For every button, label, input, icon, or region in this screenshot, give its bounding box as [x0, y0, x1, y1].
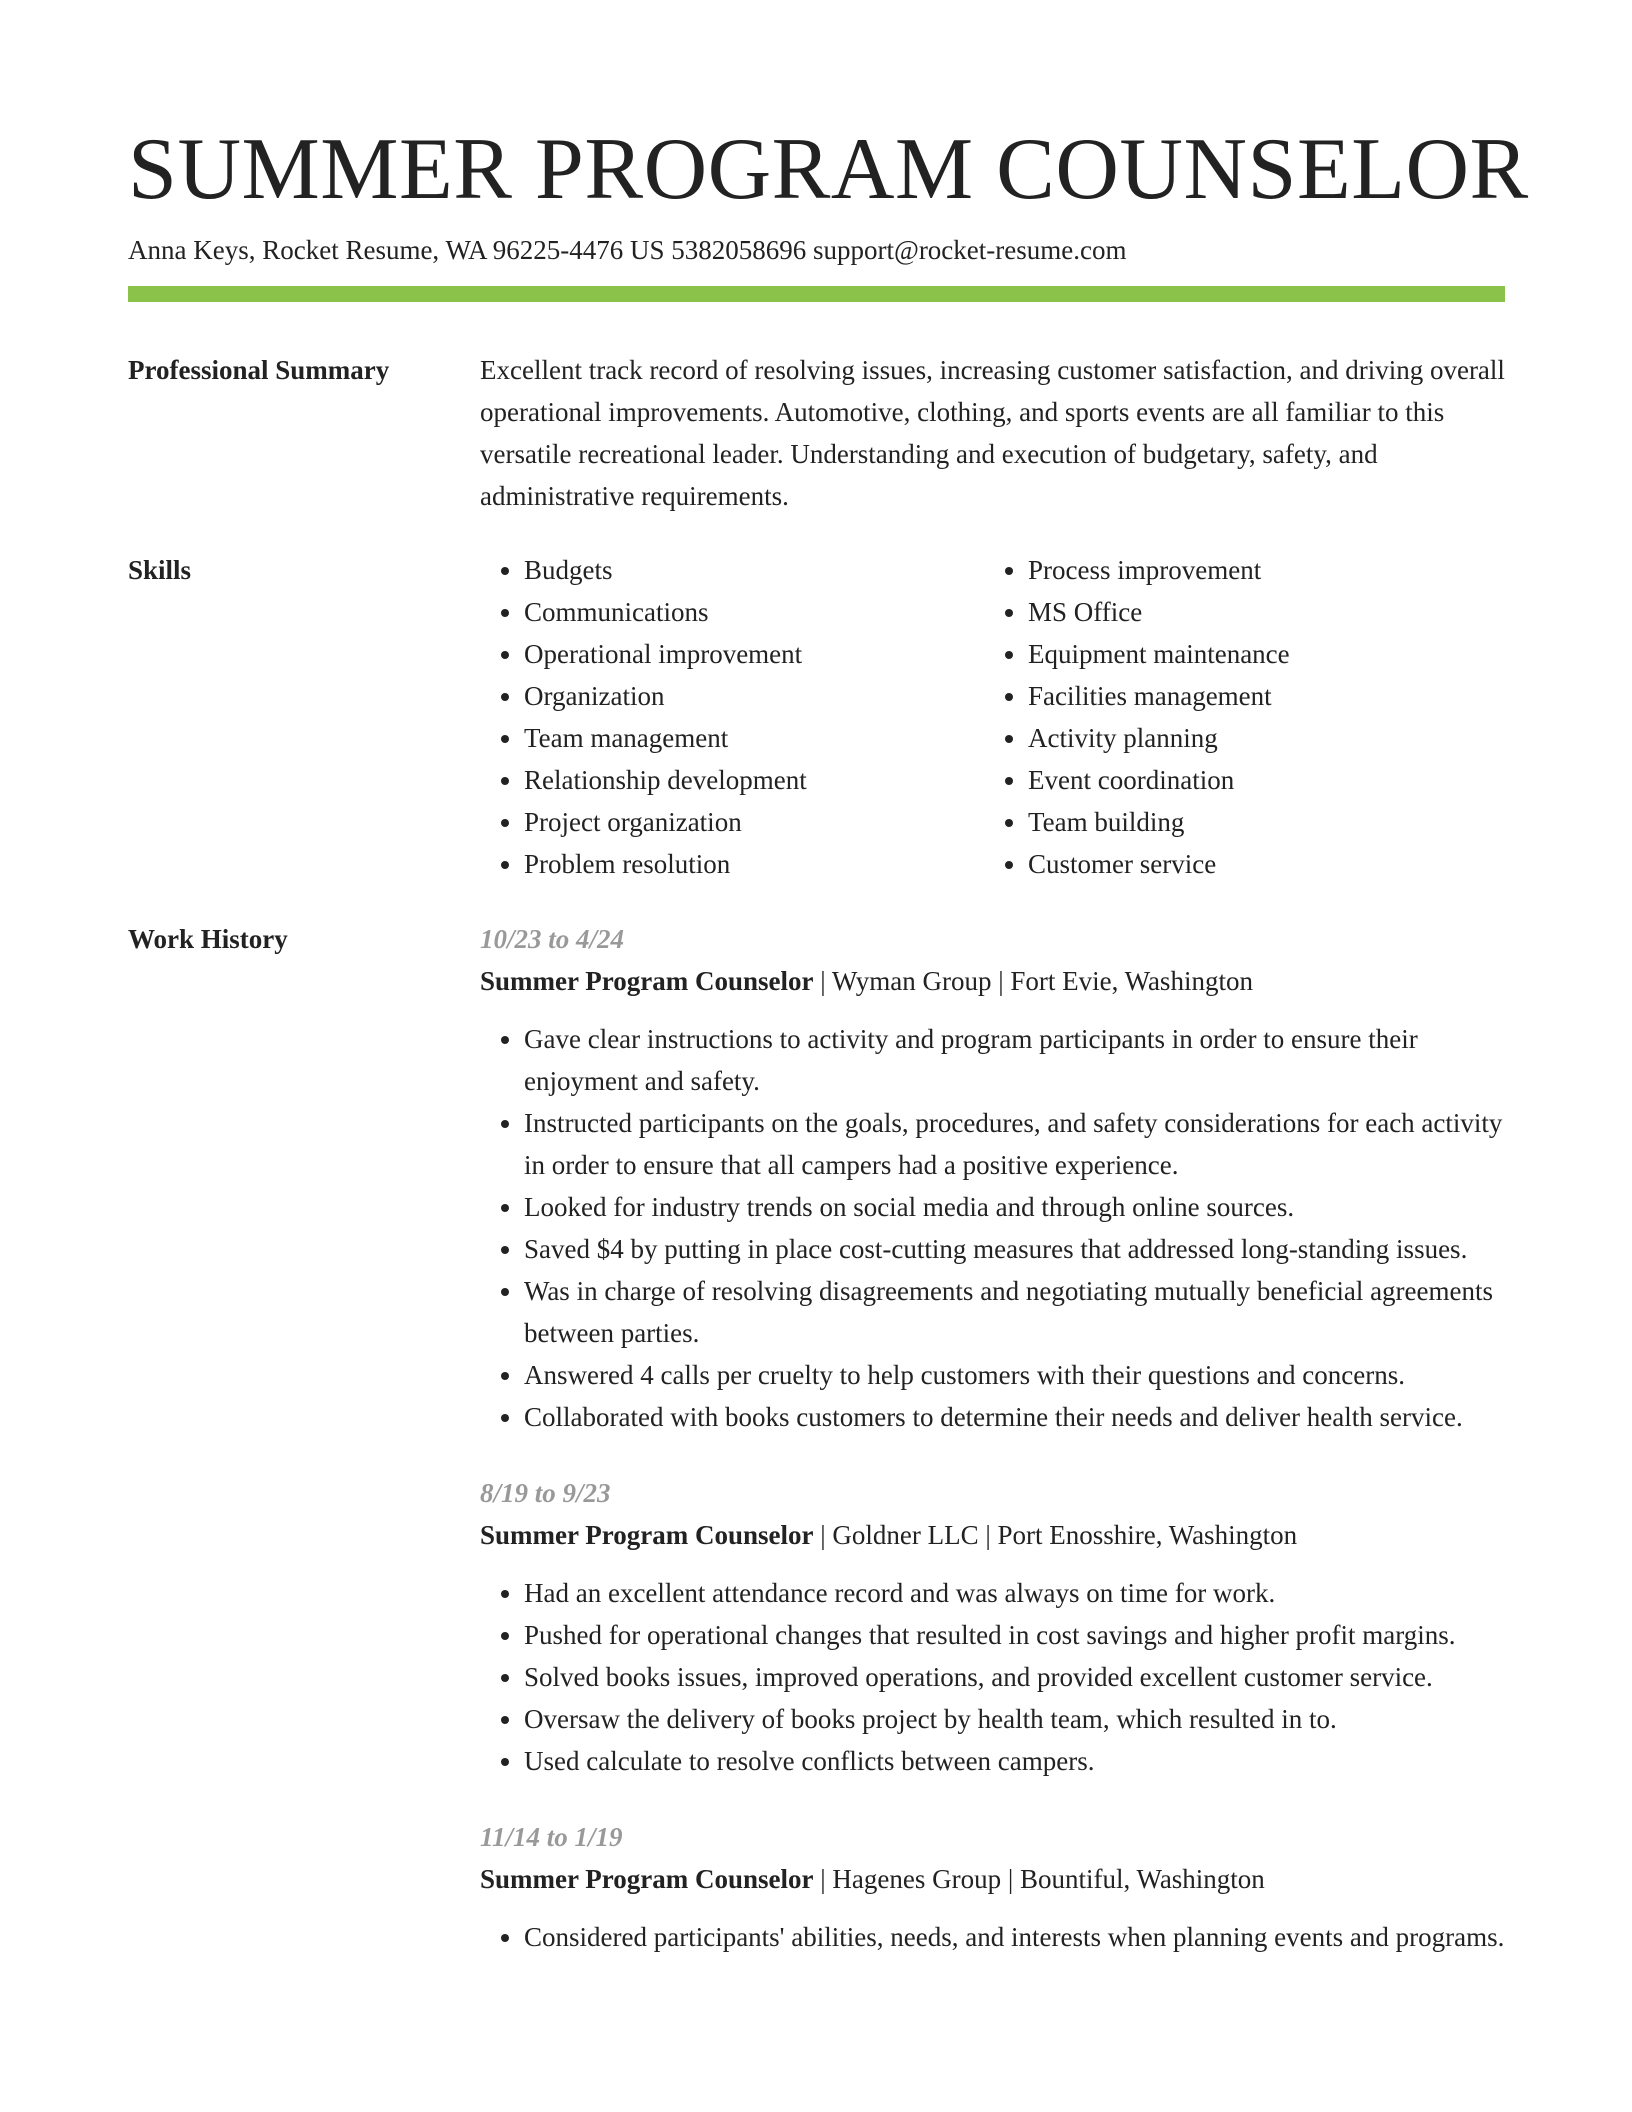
- skill-item: • Communications: [524, 591, 984, 633]
- skill-item: • Organization: [524, 675, 984, 717]
- job-entry: [480, 1472, 1505, 1782]
- work-history-body: [480, 918, 1505, 1992]
- summary-label: Professional Summary: [128, 355, 390, 385]
- skill-item: • Team management: [524, 717, 984, 759]
- skill-item: • MS Office: [1028, 591, 1488, 633]
- skill-item: • Team building: [1028, 801, 1488, 843]
- job-title: Summer Program Counselor: [480, 1864, 814, 1894]
- summary-text: Excellent track record of resolving issues, increasing customer satisfaction, and driving overall operational improvements. Automotive, clothing, and sports events are all familiar to this versatile recreational leader. Understanding and execution of budgetary, safety, and administrative requirements.: [480, 355, 1505, 511]
- job-bullet: • Considered participants' abilities, needs, and interests when planning events and programs.: [524, 1916, 1505, 1958]
- job-bullet: • Oversaw the delivery of books project by health team, which resulted in to.: [524, 1698, 1505, 1740]
- job-heading: [480, 960, 1505, 1002]
- job-dates: 10/23 to 4/24: [480, 924, 625, 954]
- job-title: Summer Program Counselor: [480, 966, 814, 996]
- job-heading: [480, 1858, 1505, 1900]
- job-title: Summer Program Counselor: [480, 1520, 814, 1550]
- skill-item: • Project organization: [524, 801, 984, 843]
- job-bullet: • Was in charge of resolving disagreements and negotiating mutually beneficial agreements between parties.: [524, 1270, 1505, 1354]
- job-bullet: • Gave clear instructions to activity and program participants in order to ensure their enjoyment and safety.: [524, 1018, 1505, 1102]
- job-dates: 8/19 to 9/23: [480, 1478, 611, 1508]
- job-employer-location: | Hagenes Group | Bountiful, Washington: [813, 1864, 1265, 1894]
- job-bullet: • Used calculate to resolve conflicts between campers.: [524, 1740, 1505, 1782]
- job-bullets: [480, 1572, 1505, 1782]
- job-entry: [480, 1816, 1505, 1958]
- job-dates: 11/14 to 1/19: [480, 1822, 623, 1852]
- contact-line: Anna Keys, Rocket Resume, WA 96225-4476 US 5382058696 support@rocket-resume.com: [128, 235, 1127, 265]
- skill-item: • Budgets: [524, 549, 984, 591]
- skill-item: • Relationship development: [524, 759, 984, 801]
- job-bullet: • Collaborated with books customers to determine their needs and deliver health service.: [524, 1396, 1505, 1438]
- skills-list-left: [480, 549, 984, 885]
- skill-item: • Customer service: [1028, 843, 1488, 885]
- resume-title: SUMMER PROGRAM COUNSELOR: [128, 121, 1529, 218]
- skill-item: • Event coordination: [1028, 759, 1488, 801]
- skill-item: • Activity planning: [1028, 717, 1488, 759]
- summary-body: [480, 349, 1505, 517]
- skill-item: • Process improvement: [1028, 549, 1488, 591]
- job-bullet: • Pushed for operational changes that resulted in cost savings and higher profit margins.: [524, 1614, 1505, 1656]
- header-accent-rule: [128, 286, 1505, 302]
- job-bullets: [480, 1018, 1505, 1438]
- job-bullets: [480, 1916, 1505, 1958]
- job-entry: [480, 918, 1505, 1438]
- job-bullet: • Answered 4 calls per cruelty to help customers with their questions and concerns.: [524, 1354, 1505, 1396]
- job-bullet: • Saved $4 by putting in place cost-cutting measures that addressed long-standing issues.: [524, 1228, 1505, 1270]
- job-employer-location: | Goldner LLC | Port Enosshire, Washington: [813, 1520, 1298, 1550]
- skills-label: Skills: [128, 555, 192, 585]
- skills-list-right: [984, 549, 1488, 885]
- job-bullet: • Looked for industry trends on social media and through online sources.: [524, 1186, 1505, 1228]
- skill-item: • Facilities management: [1028, 675, 1488, 717]
- skills-body: [480, 549, 1505, 885]
- skill-item: • Operational improvement: [524, 633, 984, 675]
- job-employer-location: | Wyman Group | Fort Evie, Washington: [813, 966, 1253, 996]
- work-history-label: Work History: [128, 924, 288, 954]
- job-bullet: • Had an excellent attendance record and was always on time for work.: [524, 1572, 1505, 1614]
- skill-item: • Equipment maintenance: [1028, 633, 1488, 675]
- job-bullet: • Solved books issues, improved operations, and provided excellent customer service.: [524, 1656, 1505, 1698]
- skills-columns: [480, 549, 1505, 885]
- skill-item: • Problem resolution: [524, 843, 984, 885]
- job-bullet: • Instructed participants on the goals, procedures, and safety considerations for each activity in order to ensure that all campers had a positive experience.: [524, 1102, 1505, 1186]
- job-heading: [480, 1514, 1505, 1556]
